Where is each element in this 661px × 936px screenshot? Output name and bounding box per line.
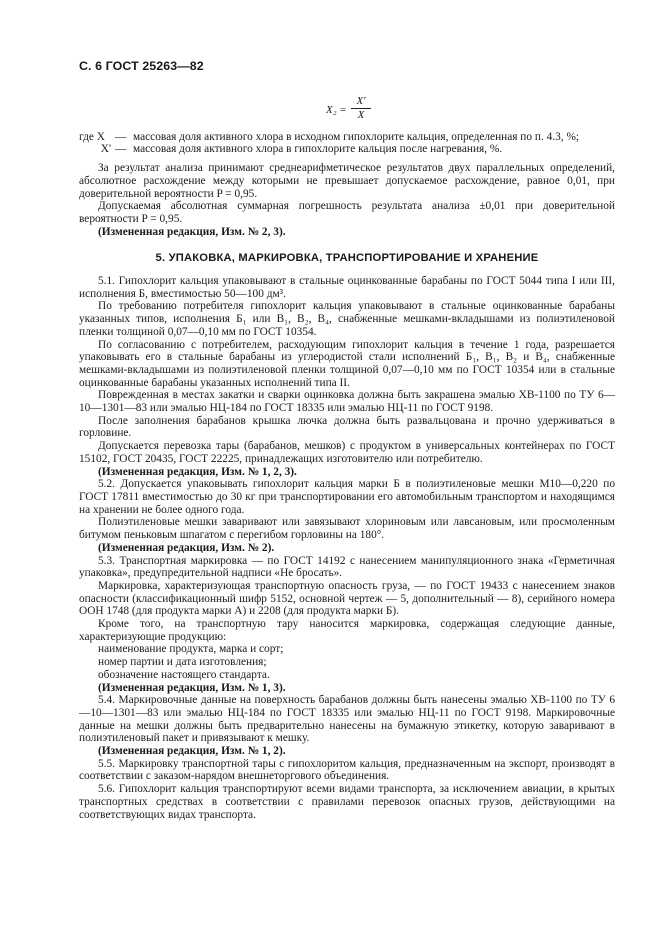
page-header: С. 6 ГОСТ 25263—82	[79, 59, 204, 73]
paragraph-5-3-b: Маркировка, характеризующая транспортную опасность груза, — по ГОСТ 19433 с нанесением знаков опасности (классификационный шифр 5152, основной чертеж — 5, дополнительный — 8), серийного номера ООН 1748 (для продукта марки А) и 2208 (для продукта марки Б).	[79, 579, 615, 618]
paragraph-5-1-b: По требованию потребителя гипохлорит кальция упаковывают в стальные оцинкованные барабаны указанных типов, исполнения Б₁ или В₁, В₂, В₄, снабженные мешками-вкладышами из полиэтиленовой пленки толщиной 0,07—0,10 мм по ГОСТ 10354.	[79, 300, 615, 338]
paragraph-5-3-c: Кроме того, на транспортную тару наносится маркировка, содержащая следующие данные, характеризующие продукцию:	[79, 618, 615, 643]
edit-note: (Измененная редакция, Изм. № 1, 2, 3).	[98, 465, 297, 478]
paragraph-5-3: 5.3. Транспортная маркировка — по ГОСТ 14192 с нанесением манипуляционного знака «Герметичная упаковка», предупредительной надписи «Не бросать».	[79, 554, 615, 580]
formula-lhs: X₂ =	[326, 103, 347, 116]
definition-text: массовая доля активного хлора в гипохлорите кальция после нагревания, %.	[133, 143, 503, 156]
definition-symbol: X'	[100, 143, 111, 156]
edit-note: (Измененная редакция, Изм. № 1, 2).	[98, 745, 286, 758]
formula-fraction	[351, 96, 371, 121]
paragraph-5-2: 5.2. Допускается упаковывать гипохлорит кальция марки Б в полиэтиленовые мешки М10—0,220 по ГОСТ 17811 вместимостью до 30 кг при транспортировании его автомобильным транспортом и находящимся на хранении не более одного года.	[79, 478, 615, 516]
definition-x	[79, 131, 615, 144]
section-title: 5. УПАКОВКА, МАРКИРОВКА, ТРАНСПОРТИРОВАНИЕ И ХРАНЕНИЕ	[155, 252, 539, 265]
definition-symbol: где X	[79, 130, 105, 143]
definition-dash: —	[115, 130, 127, 143]
edit-note: (Измененная редакция, Изм. № 1, 3).	[98, 681, 286, 694]
list-item: наименование продукта, марка и сорт;	[98, 643, 284, 656]
paragraph-5-1-d: Поврежденная в местах закатки и сварки оцинковка должна быть закрашена эмалью ХВ-1100 по ТУ 6—10—1301—83 или эмалью НЦ-184 по ГОСТ 18335 или эмалью НЦ-11 по ГОСТ 9198.	[79, 389, 615, 415]
formula-numerator: X'	[351, 96, 371, 109]
definition-dash: —	[115, 143, 127, 156]
document-page	[79, 60, 615, 821]
list-item: обозначение настоящего стандарта.	[98, 668, 270, 681]
list-item: номер партии и дата изготовления;	[98, 656, 267, 669]
paragraph-5-1-f: Допускается перевозка тары (барабанов, мешков) с продуктом в универсальных контейнерах по ГОСТ 15102, ГОСТ 20435, ГОСТ 22225, принадлежащих изготовителю или потребителю.	[79, 440, 615, 465]
paragraph-5-2-b: Полиэтиленовые мешки заваривают или завязывают хлориновым или лавсановым, или просмоленным битумом пеньковым шпагатом с перегибом горловины на 180°.	[79, 516, 615, 542]
edit-note: (Измененная редакция, Изм. № 2).	[98, 541, 275, 554]
marking-list	[79, 643, 615, 681]
paragraph-error: Допускаемая абсолютная суммарная погрешность результата анализа ±0,01 при доверительной вероятности P = 0,95.	[79, 200, 615, 225]
paragraph-5-1-c: По согласованию с потребителем, расходующим гипохлорит кальция в течение 1 года, разрешается упаковывать его в стальные барабаны из углеродистой стали исполнений Б₁, В₁, В₂ и В₄, снабженные мешками-вкладышами из полиэтиленовой пленки толщиной 0,07—0,10 мм по ГОСТ 10354 или в стальные оцинкованные барабаны указанных исполнений типа II.	[79, 338, 615, 389]
paragraph-5-6: 5.6. Гипохлорит кальция транспортируют всеми видами транспорта, за исключением авиации, в крытых транспортных средствах в соответствии с правилами перевозок опасных грузов, действующими на соответствующих видах транспорта.	[79, 783, 615, 821]
paragraph-5-4: 5.4. Маркировочные данные на поверхность барабанов должны быть нанесены эмалью ХВ-1100 по ТУ 6—10—1301—83 или эмалью НЦ-184 по ГОСТ 18335 или эмалью НЦ-11 по ГОСТ 9198. Маркировочные данные на мешки должны быть предварительно нанесены на бумажную этикетку, которую заваривают в полиэтиленовый пакет и привязывают к мешку.	[79, 694, 615, 745]
formula-x2	[79, 87, 615, 127]
paragraph-result: За результат анализа принимают среднеарифметическое результатов двух параллельных определений, абсолютное расхождение между которыми не превышает допускаемое расхождение, равное 0,01, при доверительной вероятности P = 0,95.	[79, 162, 615, 200]
definition-x-prime	[79, 143, 615, 156]
edit-note: (Измененная редакция, Изм. № 2, 3).	[98, 225, 286, 238]
paragraph-5-1-e: После заполнения барабанов крышка лючка должна быть развальцована и прочно удерживаться в горловине.	[79, 414, 615, 440]
paragraph-5-5: 5.5. Маркировку транспортной тары с гипохлоритом кальция, предназначенным на экспорт, производят в соответствии с заказом-нарядом внешнеторгового объединения.	[79, 757, 615, 783]
definition-text: массовая доля активного хлора в исходном гипохлорите кальция, определенная по п. 4.3, %;	[133, 130, 580, 143]
paragraph-5-1: 5.1. Гипохлорит кальция упаковывают в стальные оцинкованные барабаны по ГОСТ 5044 типа I или III, исполнения Б, вместимостью 50—100 дм³.	[79, 275, 615, 300]
formula-denominator: X	[357, 108, 365, 121]
